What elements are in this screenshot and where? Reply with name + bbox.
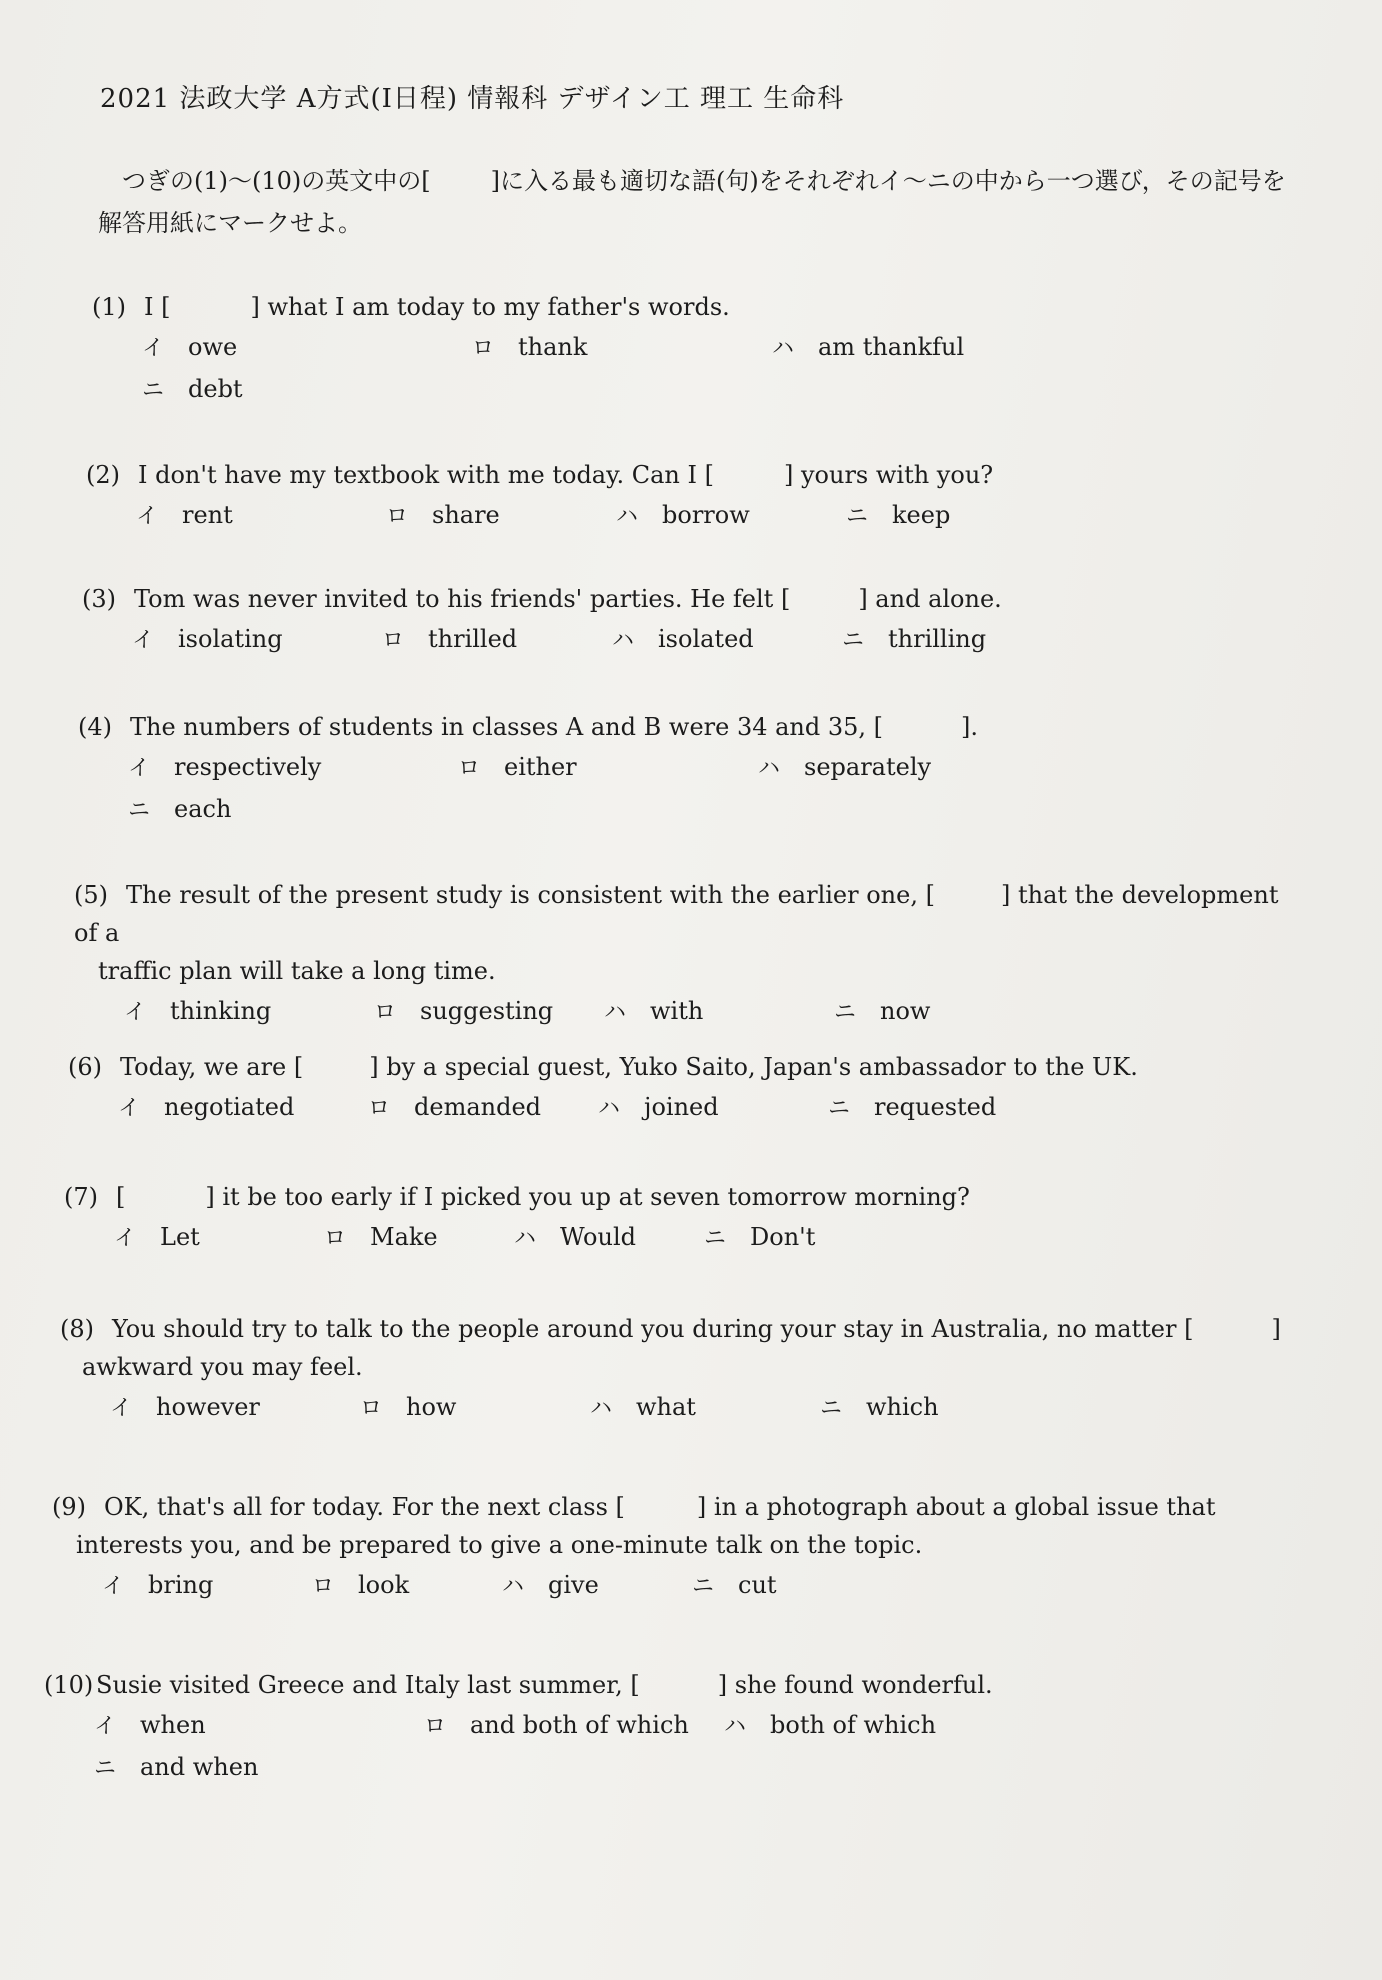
- option-2: [424, 1706, 689, 1746]
- option-mark: ロ: [424, 1714, 447, 1739]
- option-mark: ロ: [374, 1000, 397, 1025]
- option-text: isolating: [178, 625, 283, 653]
- option-text: separately: [804, 753, 932, 781]
- question-8: [60, 1310, 1300, 1428]
- instructions-part2: ]に入る最も適切な語(句)をそれぞれイ〜ニの中から一つ選び，その記号を解答用紙にマークせよ。: [98, 167, 1286, 237]
- option-3: [612, 620, 754, 660]
- option-mark: ロ: [386, 504, 409, 529]
- question-stem-continued: awkward you may feel.: [82, 1353, 363, 1381]
- option-1: [136, 496, 233, 536]
- option-mark: ニ: [692, 1574, 715, 1599]
- question-stem-before: OK, that's all for today. For the next class [: [104, 1493, 625, 1521]
- option-4: [704, 1218, 815, 1258]
- option-3: [590, 1388, 696, 1428]
- question-stem-before: You should try to talk to the people around you during your stay in Australia, no matter [: [112, 1315, 1194, 1343]
- question-stem-after: ].: [961, 713, 979, 741]
- option-text: Don't: [750, 1223, 816, 1251]
- option-3: [758, 748, 931, 788]
- instructions: [98, 160, 1288, 244]
- option-text: thrilled: [428, 625, 518, 653]
- option-text: share: [432, 501, 500, 529]
- option-text: when: [140, 1711, 206, 1739]
- question-stem-before: Today, we are [: [120, 1053, 304, 1081]
- option-mark: ハ: [598, 1096, 621, 1121]
- question-number: (1): [92, 293, 126, 321]
- option-3: [772, 328, 964, 368]
- option-text: keep: [892, 501, 951, 529]
- option-mark: ニ: [842, 628, 865, 653]
- question-stem-after: ] that the development of a: [74, 881, 1279, 947]
- option-text: and when: [140, 1753, 259, 1781]
- instructions-part1: つぎの(1)〜(10)の英文中の[: [122, 167, 431, 195]
- question-9: [52, 1488, 1300, 1606]
- option-text: Make: [370, 1223, 438, 1251]
- option-mark: ニ: [820, 1396, 843, 1421]
- option-text: debt: [188, 375, 243, 403]
- question-stem-after: ] and alone.: [858, 585, 1002, 613]
- question-stem-before: Susie visited Greece and Italy last summer, [: [96, 1671, 640, 1699]
- option-1: [114, 1218, 200, 1258]
- option-1: [94, 1706, 206, 1746]
- question-number: (8): [60, 1315, 94, 1343]
- option-4: [94, 1748, 258, 1788]
- option-mark: ハ: [758, 756, 781, 781]
- option-text: which: [866, 1393, 939, 1421]
- option-text: owe: [188, 333, 238, 361]
- option-2: [472, 328, 587, 368]
- option-mark: イ: [110, 1396, 133, 1421]
- option-4: [846, 496, 950, 536]
- question-stem-after: ] what I am today to my father's words.: [250, 293, 730, 321]
- question-stem-after: ] by a special guest, Yuko Saito, Japan's ambassador to the UK.: [369, 1053, 1138, 1081]
- option-1: [124, 992, 271, 1032]
- question-7: [64, 1178, 1300, 1258]
- option-mark: ニ: [704, 1226, 727, 1251]
- option-text: demanded: [414, 1093, 542, 1121]
- option-3: [604, 992, 703, 1032]
- question-stem-after: ]: [1271, 1315, 1281, 1343]
- question-stem-after: ] in a photograph about a global issue that: [696, 1493, 1216, 1521]
- option-mark: ロ: [324, 1226, 347, 1251]
- option-text: bring: [148, 1571, 214, 1599]
- option-2: [386, 496, 500, 536]
- option-mark: イ: [124, 1000, 147, 1025]
- option-text: with: [650, 997, 704, 1025]
- option-mark: ハ: [514, 1226, 537, 1251]
- option-mark: ロ: [368, 1096, 391, 1121]
- option-mark: ハ: [612, 628, 635, 653]
- option-text: both of which: [770, 1711, 937, 1739]
- option-mark: ニ: [94, 1756, 117, 1781]
- option-text: respectively: [174, 753, 322, 781]
- option-text: thinking: [170, 997, 272, 1025]
- question-stem-after: ] she found wonderful.: [717, 1671, 993, 1699]
- option-text: isolated: [658, 625, 754, 653]
- option-mark: イ: [94, 1714, 117, 1739]
- option-3: [502, 1566, 599, 1606]
- option-text: am thankful: [818, 333, 965, 361]
- option-4: [834, 992, 930, 1032]
- option-mark: ニ: [828, 1096, 851, 1121]
- option-mark: ニ: [846, 504, 869, 529]
- option-4: [128, 790, 231, 830]
- option-mark: ロ: [382, 628, 405, 653]
- option-text: rent: [182, 501, 233, 529]
- option-text: how: [406, 1393, 457, 1421]
- option-mark: イ: [102, 1574, 125, 1599]
- option-2: [458, 748, 577, 788]
- option-1: [102, 1566, 213, 1606]
- question-stem-continued: interests you, and be prepared to give a one-minute talk on the topic.: [76, 1531, 923, 1559]
- question-number: (7): [64, 1183, 98, 1211]
- option-text: what: [636, 1393, 696, 1421]
- question-stem-before: I don't have my textbook with me today. Can I [: [138, 461, 714, 489]
- option-3: [598, 1088, 719, 1128]
- option-4: [842, 620, 986, 660]
- option-3: [724, 1706, 936, 1746]
- option-2: [360, 1388, 456, 1428]
- option-1: [132, 620, 283, 660]
- option-text: suggesting: [420, 997, 554, 1025]
- option-text: borrow: [662, 501, 750, 529]
- option-mark: ニ: [142, 378, 165, 403]
- option-2: [374, 992, 553, 1032]
- question-stem-before: I [: [144, 293, 171, 321]
- option-mark: イ: [118, 1096, 141, 1121]
- option-mark: ハ: [724, 1714, 747, 1739]
- option-mark: イ: [136, 504, 159, 529]
- question-4: [78, 708, 1300, 830]
- question-2: [86, 456, 1300, 536]
- option-mark: イ: [142, 336, 165, 361]
- option-mark: ハ: [616, 504, 639, 529]
- option-3: [514, 1218, 636, 1258]
- question-stem-before: The result of the present study is consistent with the earlier one, [: [126, 881, 935, 909]
- question-number: (3): [82, 585, 116, 613]
- option-text: Would: [560, 1223, 636, 1251]
- question-number: (6): [68, 1053, 102, 1081]
- option-4: [692, 1566, 777, 1606]
- option-mark: ロ: [360, 1396, 383, 1421]
- question-stem-before: [: [116, 1183, 126, 1211]
- option-mark: ロ: [472, 336, 495, 361]
- question-stem-after: ] it be too early if I picked you up at seven tomorrow morning?: [205, 1183, 970, 1211]
- question-3: [82, 580, 1300, 660]
- question-1: [92, 288, 1300, 410]
- option-2: [382, 620, 517, 660]
- option-mark: ニ: [834, 1000, 857, 1025]
- option-mark: ハ: [502, 1574, 525, 1599]
- option-4: [820, 1388, 939, 1428]
- option-mark: イ: [132, 628, 155, 653]
- option-1: [142, 328, 237, 368]
- option-3: [616, 496, 750, 536]
- option-mark: ロ: [312, 1574, 335, 1599]
- question-number: (9): [52, 1493, 86, 1521]
- option-text: and both of which: [470, 1711, 689, 1739]
- option-4: [828, 1088, 996, 1128]
- option-text: negotiated: [164, 1093, 295, 1121]
- question-number: (4): [78, 713, 112, 741]
- exam-header: 2021 法政大学 A方式(Ⅰ日程) 情報科 デザイン工 理工 生命科: [100, 84, 845, 114]
- question-stem-before: Tom was never invited to his friends' parties. He felt [: [134, 585, 791, 613]
- question-number: (5): [74, 881, 108, 909]
- question-10: [44, 1666, 1300, 1788]
- option-mark: ハ: [604, 1000, 627, 1025]
- option-text: joined: [644, 1093, 719, 1121]
- option-text: now: [880, 997, 931, 1025]
- question-6: [68, 1048, 1300, 1128]
- question-stem-after: ] yours with you?: [783, 461, 994, 489]
- option-1: [128, 748, 321, 788]
- question-stem-before: The numbers of students in classes A and B were 34 and 35, [: [130, 713, 884, 741]
- option-2: [368, 1088, 541, 1128]
- option-mark: イ: [128, 756, 151, 781]
- option-1: [110, 1388, 260, 1428]
- option-1: [118, 1088, 294, 1128]
- question-number: (10): [44, 1671, 94, 1699]
- option-text: cut: [738, 1571, 777, 1599]
- option-mark: ロ: [458, 756, 481, 781]
- option-mark: ハ: [590, 1396, 613, 1421]
- option-2: [312, 1566, 409, 1606]
- option-text: requested: [874, 1093, 997, 1121]
- option-text: Let: [160, 1223, 200, 1251]
- question-stem-continued: traffic plan will take a long time.: [98, 957, 496, 985]
- option-text: either: [504, 753, 577, 781]
- option-text: each: [174, 795, 232, 823]
- option-4: [142, 370, 243, 410]
- option-text: give: [548, 1571, 599, 1599]
- question-number: (2): [86, 461, 120, 489]
- option-mark: ハ: [772, 336, 795, 361]
- option-text: thrilling: [888, 625, 987, 653]
- option-text: thank: [518, 333, 588, 361]
- option-mark: イ: [114, 1226, 137, 1251]
- option-text: look: [358, 1571, 410, 1599]
- option-2: [324, 1218, 438, 1258]
- option-mark: ニ: [128, 798, 151, 823]
- option-text: however: [156, 1393, 260, 1421]
- question-5: [74, 876, 1300, 1032]
